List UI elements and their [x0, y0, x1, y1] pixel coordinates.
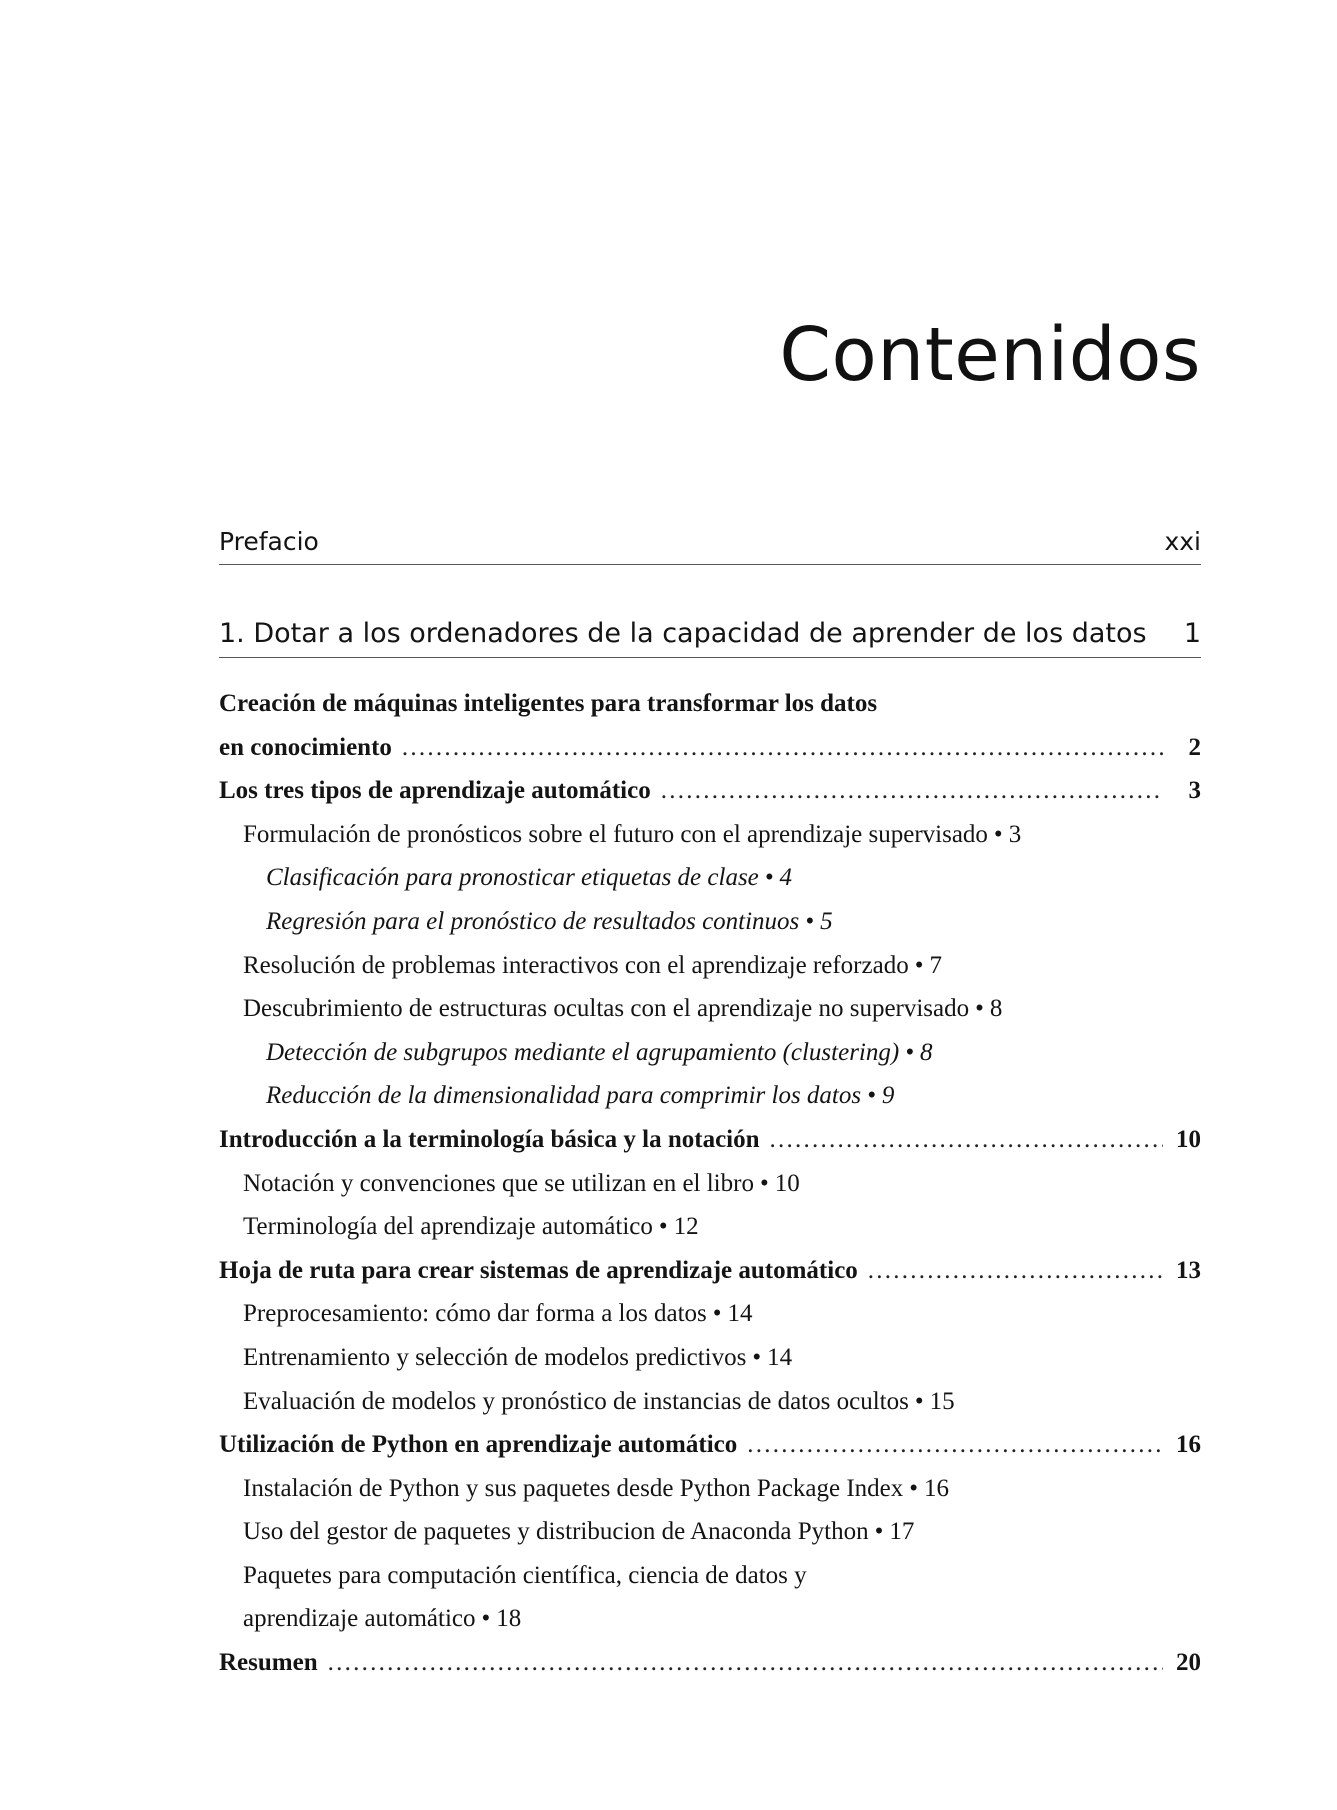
toc-subsection-label: Uso del gestor de paquetes y distribucion de Anaconda Python	[243, 1518, 869, 1546]
toc-section[interactable]	[219, 682, 1201, 769]
toc-subsection-label: Resolución de problemas interactivos con el aprendizaje reforzado	[243, 951, 909, 979]
prefacio-label: Prefacio	[219, 527, 319, 556]
toc-subsubsection[interactable]	[219, 1031, 1201, 1075]
toc-subsection-label: Entrenamiento y selección de modelos predictivos	[243, 1343, 747, 1371]
bullet-separator: •	[993, 820, 1003, 848]
toc-page-number: 3	[1188, 777, 1201, 805]
toc-section-label: Los tres tipos de aprendizaje automático	[219, 777, 651, 805]
toc-page-number: 15	[929, 1387, 955, 1415]
chapter-label: 1. Dotar a los ordenadores de la capacidad de aprender de los datos	[219, 618, 1147, 649]
toc-subsection-label: Notación y convenciones que se utilizan en el libro	[243, 1169, 754, 1197]
toc-subsection[interactable]	[219, 1467, 1201, 1511]
bullet-separator: •	[975, 995, 984, 1023]
toc-section-label: Resumen	[219, 1649, 318, 1677]
toc-subsubsection[interactable]	[219, 900, 1201, 944]
bullet-separator: •	[905, 1038, 914, 1066]
toc-subsection-label-line2: aprendizaje automático	[243, 1605, 476, 1633]
toc-page-number: 2	[1188, 733, 1201, 761]
toc-subsection-label: Evaluación de modelos y pronóstico de instancias de datos ocultos	[243, 1387, 909, 1415]
toc-page-number: 16	[1176, 1431, 1201, 1459]
table-of-contents	[219, 682, 1201, 1685]
toc-subsubsection[interactable]	[219, 1074, 1201, 1118]
bullet-separator: •	[805, 907, 815, 935]
bullet-separator: •	[658, 1213, 668, 1241]
toc-section-label: Hoja de ruta para crear sistemas de aprendizaje automático	[219, 1256, 858, 1284]
dot-leader	[747, 1423, 1163, 1467]
chapter-page: 1	[1183, 618, 1201, 649]
toc-subsection[interactable]	[219, 1162, 1201, 1206]
toc-page-number: 5	[820, 907, 833, 935]
toc-subsection[interactable]	[219, 1336, 1201, 1380]
bullet-separator: •	[914, 1387, 924, 1415]
bullet-separator: •	[867, 1082, 876, 1110]
toc-section-label-line2: en conocimiento	[219, 733, 392, 761]
toc-subsection[interactable]	[219, 1380, 1201, 1424]
bullet-separator: •	[759, 1169, 769, 1197]
toc-subsection-label: Instalación de Python y sus paquetes desde Python Package Index	[243, 1474, 904, 1502]
dot-leader	[402, 726, 1163, 770]
toc-page-number: 13	[1176, 1256, 1201, 1284]
toc-subsection[interactable]	[219, 1205, 1201, 1249]
toc-section[interactable]	[219, 769, 1201, 813]
toc-subsection-label: Terminología del aprendizaje automático	[243, 1213, 653, 1241]
toc-section-label: Utilización de Python en aprendizaje automático	[219, 1431, 738, 1459]
toc-page-number: 10	[1176, 1125, 1201, 1153]
toc-page-number: 8	[919, 1038, 933, 1066]
dot-leader	[328, 1641, 1163, 1685]
toc-subsubsection-label: Detección de subgrupos mediante el agrupamiento (clustering)	[266, 1038, 900, 1066]
bullet-separator: •	[481, 1605, 491, 1633]
toc-subsection[interactable]	[219, 1510, 1201, 1554]
toc-subsection-label-line1: Paquetes para computación científica, ciencia de datos y	[243, 1561, 807, 1589]
prefacio-page: xxi	[1164, 527, 1201, 556]
toc-page-number: 18	[496, 1605, 522, 1633]
bullet-separator: •	[914, 951, 924, 979]
toc-page-number: 16	[924, 1474, 950, 1502]
toc-page-number: 4	[779, 864, 793, 892]
toc-section[interactable]	[219, 1641, 1201, 1685]
toc-subsection[interactable]	[219, 987, 1201, 1031]
toc-chapter-1[interactable]	[219, 618, 1201, 658]
toc-subsubsection-label: Regresión para el pronóstico de resultados continuos	[266, 907, 800, 935]
toc-page-number: 8	[989, 995, 1003, 1023]
toc-page-number: 17	[889, 1518, 915, 1546]
toc-page-number: 10	[774, 1169, 800, 1197]
toc-section[interactable]	[219, 1249, 1201, 1293]
toc-subsubsection[interactable]	[219, 856, 1201, 900]
toc-page-number: 20	[1176, 1649, 1201, 1677]
toc-page-number: 7	[929, 951, 942, 979]
bullet-separator: •	[909, 1474, 919, 1502]
toc-subsection-label: Preprocesamiento: cómo dar forma a los datos	[243, 1300, 707, 1328]
bullet-separator: •	[712, 1300, 722, 1328]
toc-section-label-line1: Creación de máquinas inteligentes para transformar los datos	[219, 690, 878, 717]
toc-subsection[interactable]	[219, 1554, 1201, 1641]
toc-subsubsection-label: Reducción de la dimensionalidad para comprimir los datos	[266, 1082, 862, 1110]
toc-subsection[interactable]	[219, 944, 1201, 988]
toc-subsection-label: Formulación de pronósticos sobre el futuro con el aprendizaje supervisado	[243, 820, 988, 848]
toc-subsection[interactable]	[219, 1292, 1201, 1336]
toc-section-label: Introducción a la terminología básica y la notación	[219, 1125, 760, 1153]
toc-page-number: 14	[727, 1300, 753, 1328]
toc-page-number: 12	[673, 1213, 699, 1241]
toc-prefacio[interactable]	[219, 527, 1201, 565]
dot-leader	[770, 1118, 1163, 1162]
toc-subsubsection-label: Clasificación para pronosticar etiquetas de clase	[266, 864, 759, 892]
dot-leader	[868, 1249, 1163, 1293]
toc-subsection-label: Descubrimiento de estructuras ocultas con el aprendizaje no supervisado	[243, 995, 970, 1023]
bullet-separator: •	[752, 1343, 762, 1371]
toc-page-number: 3	[1008, 820, 1022, 848]
toc-page-number: 9	[881, 1082, 895, 1110]
page-title: Contenidos	[779, 312, 1201, 398]
bullet-separator: •	[764, 864, 774, 892]
toc-subsection[interactable]	[219, 813, 1201, 857]
dot-leader	[661, 769, 1163, 813]
toc-page-number: 14	[767, 1343, 793, 1371]
bullet-separator: •	[874, 1518, 884, 1546]
toc-section[interactable]	[219, 1118, 1201, 1162]
toc-section[interactable]	[219, 1423, 1201, 1467]
